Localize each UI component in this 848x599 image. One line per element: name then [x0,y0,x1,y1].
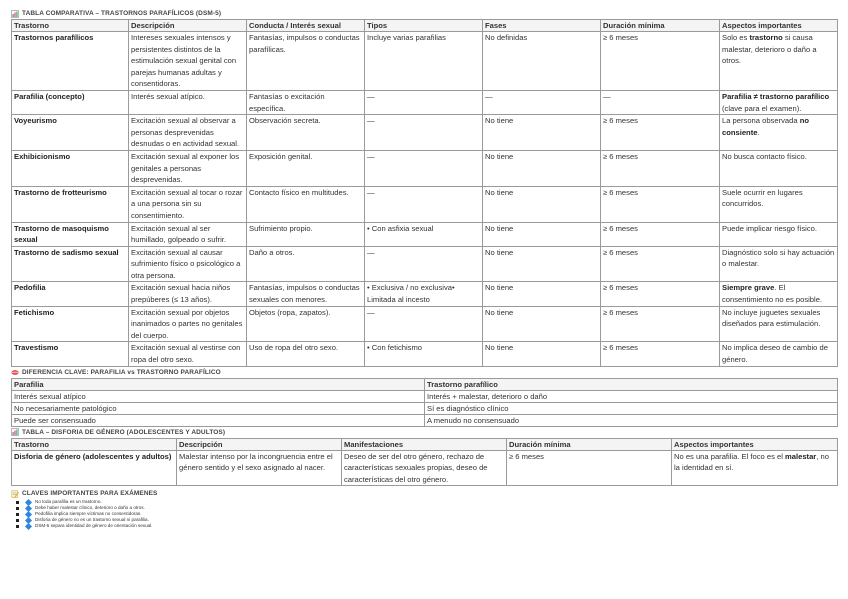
notes-title: CLAVES IMPORTANTES PARA EXÁMENES [22,490,158,498]
column-header: Aspectos importantes [672,438,838,450]
description-cell: Excitación sexual al ser humillado, golpeado o sufrir. [129,222,247,246]
aspects-text: No implica deseo de cambio de género. [722,343,828,365]
table-cell: No necesariamente patológico [12,402,425,414]
aspects-text: No busca contacto físico. [722,151,807,161]
gender-dysphoria-table [11,438,838,487]
description-cell: Malestar intenso por la incongruencia entre el género sentido y el sexo asignado al nacer. [177,450,342,486]
table2-title: DIFERENCIA CLAVE: PARAFILIA vs TRASTORNO PARAFÍLICO [22,368,221,376]
section-title-notes [11,488,837,499]
section-title-1 [11,8,837,19]
conduct-cell: Objetos (ropa, zapatos). [247,306,365,342]
paraphilia-vs-disorder-table [11,378,838,427]
aspects-text: , no la identidad en sí. [674,451,829,473]
bullet-icon [16,501,19,504]
conduct-cell: Uso de ropa del otro sexo. [247,342,365,366]
disorder-name: Trastorno de masoquismo sexual [12,222,129,246]
column-header: Descripción [177,438,342,450]
note-text: Pedofilia implica siempre víctimas no consentidoras. [35,511,142,517]
table-cell: Interés + malestar, deterioro o daño [425,390,838,402]
conduct-cell: Daño a otros. [247,246,365,282]
conduct-cell: Sufrimiento propio. [247,222,365,246]
manifestations-cell: Deseo de ser del otro género, rechazo de características sexuales propias, deseo de características del otro género. [342,450,507,486]
disorder-name: Trastornos parafílicos [12,32,129,91]
table-cell: Puede ser consensuado [12,414,425,426]
column-header: Duración mínima [507,438,672,450]
memo-icon [11,490,19,498]
column-header: Parafilia [12,378,425,390]
table1-title: TABLA COMPARATIVA – TRASTORNOS PARAFÍLICOS (DSM-5) [22,10,222,17]
table-row [12,390,838,402]
phases-cell: No tiene [483,115,601,151]
document [11,8,837,529]
aspects-text: . El consentimiento no es posible. [722,283,823,305]
duration-cell: ≥ 6 meses [601,306,720,342]
description-cell: Excitación sexual al causar sufrimiento físico o psicológico a otra persona. [129,246,247,282]
aspects-cell [720,306,838,342]
column-header: Trastorno [12,20,129,32]
column-header: Conducta / Interés sexual [247,20,365,32]
aspects-text: (clave para el examen). [722,103,802,113]
aspects-cell [720,246,838,282]
description-cell: Excitación sexual al vestirse con ropa del otro sexo. [129,342,247,366]
conduct-cell: Exposición genital. [247,150,365,186]
notes-list [11,499,837,529]
paraphilic-disorders-table [11,19,838,367]
bar-chart-icon [11,428,19,436]
note-text: Debe haber malestar clínico, deterioro o daño a otros. [35,505,145,511]
types-cell: — [365,186,483,222]
scale-icon [11,368,19,376]
aspects-text: Suele ocurrir en lugares concurridos. [722,187,803,209]
conduct-cell: Fantasías, impulsos o conductas sexuales con menores. [247,282,365,306]
note-text: DSM-5 separa identidad de género de orientación sexual. [35,523,153,529]
phases-cell: No tiene [483,150,601,186]
duration-cell: ≥ 6 meses [601,186,720,222]
conduct-cell: Fantasías o excitación específica. [247,90,365,114]
table-header-row [12,438,838,450]
aspects-cell [672,450,838,486]
table-header-row [12,20,838,32]
aspects-cell [720,186,838,222]
duration-cell: ≥ 6 meses [601,115,720,151]
disorder-name: Travestismo [12,342,129,366]
duration-cell: ≥ 6 meses [601,32,720,91]
duration-cell: ≥ 6 meses [601,246,720,282]
conduct-cell: Contacto físico en multitudes. [247,186,365,222]
table-row [12,342,838,366]
column-header: Fases [483,20,601,32]
description-cell: Excitación sexual por objetos inanimados o partes no genitales del cuerpo. [129,306,247,342]
bullet-icon [16,507,19,510]
types-cell: • Exclusiva / no exclusiva• Limitada al incesto [365,282,483,306]
types-cell: — [365,246,483,282]
description-cell: Excitación sexual hacia niños prepúberes (≤ 13 años). [129,282,247,306]
description-cell: Excitación sexual al exponer los genitales a personas desprevenidas. [129,150,247,186]
table-header-row [12,378,838,390]
aspects-text: No incluye juguetes sexuales diseñados para estimulación. [722,307,821,329]
types-cell: — [365,306,483,342]
table-cell: A menudo no consensuado [425,414,838,426]
description-cell: Excitación sexual al tocar o rozar a una persona sin su consentimiento. [129,186,247,222]
column-header: Descripción [129,20,247,32]
description-cell: Intereses sexuales intensos y persistentes distintos de la estimulación sexual genital con parejas humanas adultas y consentidoras. [129,32,247,91]
disorder-name: Trastorno de frotteurismo [12,186,129,222]
column-header: Manifestaciones [342,438,507,450]
aspects-cell [720,32,838,91]
phases-cell: No tiene [483,222,601,246]
bullet-icon [16,525,19,528]
aspects-text: Puede implicar riesgo físico. [722,223,817,233]
description-cell: Interés sexual atípico. [129,90,247,114]
aspects-bold: Siempre grave [722,283,775,293]
duration-cell: — [601,90,720,114]
note-text: No toda parafilia es un trastorno. [35,499,102,505]
column-header: Trastorno parafílico [425,378,838,390]
duration-cell: ≥ 6 meses [601,342,720,366]
aspects-text: . [757,127,760,137]
list-item [25,523,837,529]
table-row [12,186,838,222]
phases-cell: — [483,90,601,114]
phases-cell: No tiene [483,282,601,306]
description-cell: Excitación sexual al observar a personas desprevenidas desnudas o en actividad sexual. [129,115,247,151]
aspects-cell [720,150,838,186]
disorder-name: Pedofilia [12,282,129,306]
table-row [12,414,838,426]
disorder-name: Exhibicionismo [12,150,129,186]
column-header: Tipos [365,20,483,32]
column-header: Duración mínima [601,20,720,32]
types-cell: • Con fetichismo [365,342,483,366]
conduct-cell: Observación secreta. [247,115,365,151]
aspects-bold: no consiente [722,116,809,137]
table-row [12,450,838,486]
disorder-name: Voyeurismo [12,115,129,151]
types-cell: • Con asfixia sexual [365,222,483,246]
table-row [12,32,838,91]
section-title-3 [11,427,837,438]
table-row [12,246,838,282]
phases-cell: No tiene [483,306,601,342]
bullet-icon [16,519,19,522]
table-row [12,306,838,342]
table-cell: Sí es diagnóstico clínico [425,402,838,414]
column-header: Aspectos importantes [720,20,838,32]
aspects-text: No es una parafilia. El foco es el [674,451,786,461]
section-title-2 [11,367,837,378]
aspects-cell [720,115,838,151]
duration-cell: ≥ 6 meses [601,222,720,246]
table-row [12,90,838,114]
table-row [12,150,838,186]
table3-title: TABLA – DISFORIA DE GÉNERO (ADOLESCENTES Y ADULTOS) [22,428,226,436]
table-cell: Interés sexual atípico [12,390,425,402]
table-row [12,282,838,306]
phases-cell: No definidas [483,32,601,91]
types-cell: Incluye varias parafilias [365,32,483,91]
aspects-bold: trastorno [749,33,783,42]
aspects-cell [720,282,838,306]
aspects-text: si causa malestar, deterioro o daño a otros. [722,33,817,66]
types-cell: — [365,90,483,114]
conduct-cell: Fantasías, impulsos o conductas parafílicas. [247,32,365,91]
duration-cell: ≥ 6 meses [601,150,720,186]
aspects-bold: Parafilia ≠ trastorno parafílico [722,91,830,101]
note-text: Disforia de género no es un trastorno sexual ni parafilia. [35,517,149,523]
aspects-cell [720,222,838,246]
disorder-name: Disforia de género (adolescentes y adultos) [12,450,177,486]
disorder-name: Fetichismo [12,306,129,342]
table-row [12,115,838,151]
aspects-text: La persona observada [722,116,800,126]
disorder-name: Parafilia (concepto) [12,90,129,114]
aspects-text: Diagnóstico solo si hay actuación o malestar. [722,247,835,269]
disorder-name: Trastorno de sadismo sexual [12,246,129,282]
aspects-cell [720,90,838,114]
duration-cell: ≥ 6 meses [507,450,672,486]
phases-cell: No tiene [483,246,601,282]
bar-chart-icon [11,10,19,18]
phases-cell: No tiene [483,342,601,366]
aspects-cell [720,342,838,366]
types-cell: — [365,115,483,151]
aspects-bold: malestar [785,451,817,461]
table-row [12,222,838,246]
types-cell: — [365,150,483,186]
aspects-text: Solo es [722,33,750,42]
duration-cell: ≥ 6 meses [601,282,720,306]
column-header: Trastorno [12,438,177,450]
table-row [12,402,838,414]
bullet-icon [16,513,19,516]
phases-cell: No tiene [483,186,601,222]
blue-diamond-icon [25,523,32,530]
